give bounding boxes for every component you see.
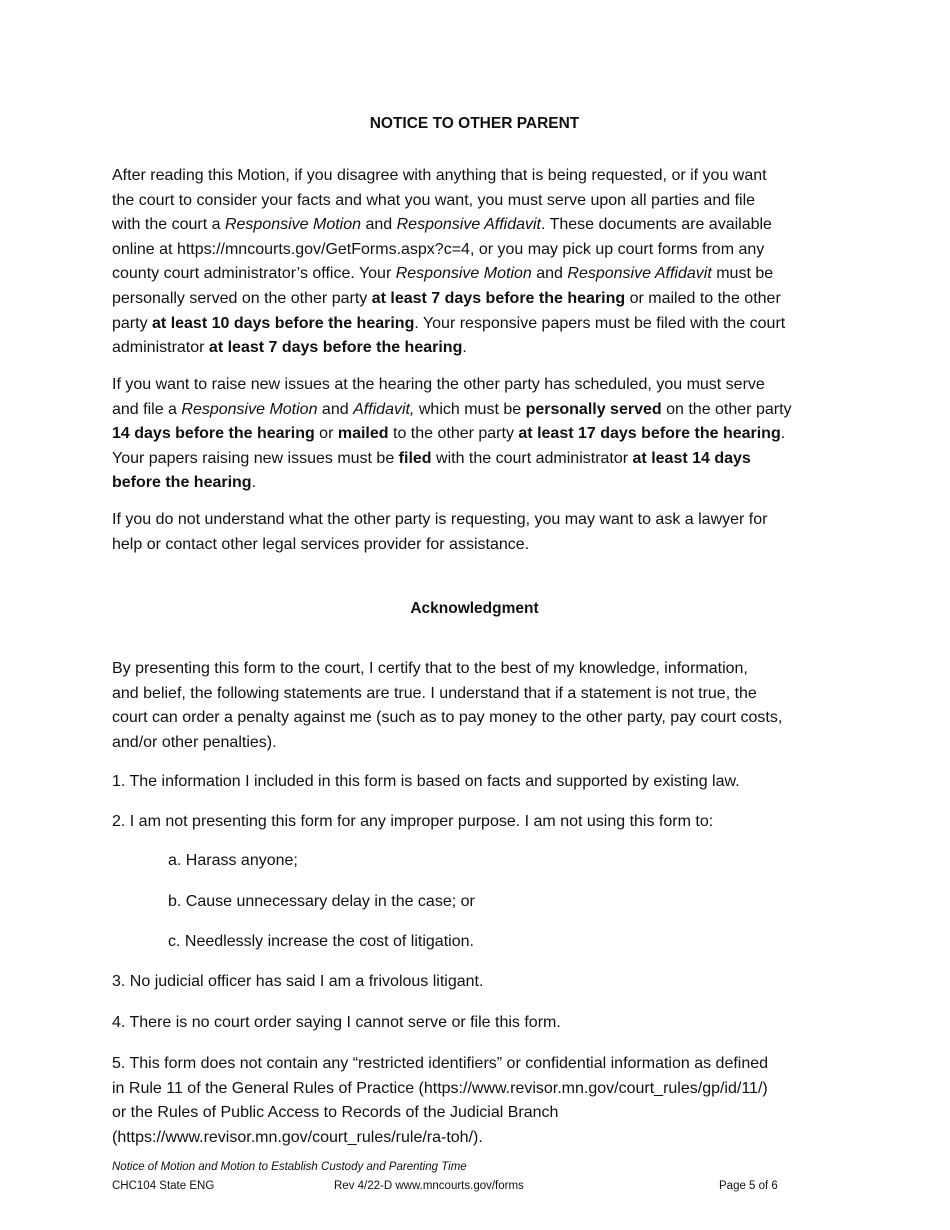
footer-form-code: CHC104 State ENG — [112, 1180, 215, 1192]
notice-paragraph-3: If you do not understand what the other party is requesting, you may want to ask a lawyer for help or contact other legal services provider for assistance. — [112, 511, 768, 553]
acknowledgment-intro: By presenting this form to the court, I certify that to the best of my knowledge, information, and belief, the following statements are true. I understand that if a statement is not true, the court can order a penalty against me (such as to pay money to the other party, pay court costs, and/or other penalties). — [112, 660, 783, 751]
notice-paragraph-1: After reading this Motion, if you disagree with anything that is being requested, or if you want the court to consider your facts and what you want, you must serve upon all parties and file with the court a Responsive Motion and Responsive Affidavit. These documents are available online at https://mncourts.gov/GetForms.aspx?c=4, or you may pick up court forms from any county court administrator’s office. Your Responsive Motion and Responsive Affidavit must be personally served on the other party at least 7 days before the hearing or mailed to the other party at least 10 days before the hearing. Your responsive papers must be filed with the court administrator at least 7 days before the hearing. — [112, 164, 842, 361]
notice-title: NOTICE TO OTHER PARENT — [369, 115, 580, 132]
statement-2c: c. Needlessly increase the cost of litigation. — [168, 933, 474, 950]
acknowledgment-title: Acknowledgment — [410, 600, 539, 617]
footer-revision: Rev 4/22-D www.mncourts.gov/forms — [334, 1180, 524, 1192]
statement-1: 1. The information I included in this form is based on facts and supported by existing law. — [112, 773, 740, 790]
statement-5: 5. This form does not contain any “restricted identifiers” or confidential information as defined in Rule 11 of the General Rules of Practice (https://www.revisor.mn.gov/court_rules/gp/id/11/) or the Rules of Public Access to Records of the Judicial Branch (https://www.revisor.mn.gov/court_rules/rule/ra-toh/). — [112, 1055, 769, 1146]
statement-4: 4. There is no court order saying I cannot serve or file this form. — [112, 1014, 561, 1031]
statement-2a: a. Harass anyone; — [168, 852, 298, 869]
statement-2b: b. Cause unnecessary delay in the case; or — [168, 893, 475, 910]
forms-url-text: online at https://mncourts.gov/GetForms.aspx?c=4, or you may pick up court forms from any — [112, 240, 765, 258]
footer-form-title: Notice of Motion and Motion to Establish Custody and Parenting Time — [112, 1161, 467, 1173]
notice-paragraph-2: If you want to raise new issues at the hearing the other party has scheduled, you must serve and file a Responsive Motion and Affidavit, which must be personally served on the other party 14 days before the hearing or mailed to the other party at least 17 days before the hearing. Your papers raising new issues must be filed with the court administrator at least 14 days before the hearing. — [112, 376, 792, 492]
statement-3: 3. No judicial officer has said I am a frivolous litigant. — [112, 973, 484, 990]
statement-2: 2. I am not presenting this form for any improper purpose. I am not using this form to: — [112, 813, 714, 830]
footer-page-number: Page 5 of 6 — [719, 1180, 778, 1192]
